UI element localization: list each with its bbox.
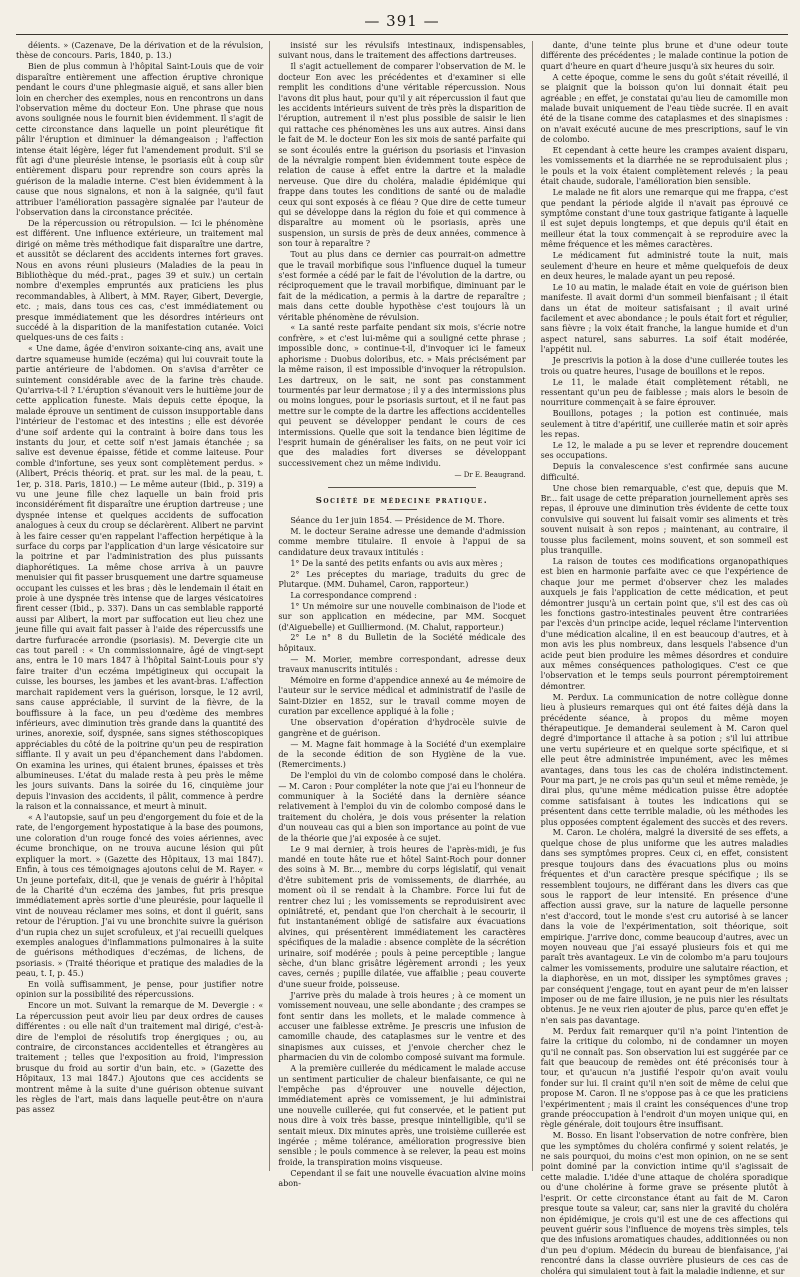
- column-right: [540, 41, 788, 1276]
- paragraph: De la répercussion ou rétropulsion. — Ici le phénomène est différent. Une influence extérieure, un traitement mal dirigé on même très méthodique fait disparaître une dartre, et aussitôt se déclarent des accidents internes fort graves. Nous en avons réuni plusieurs (Maladies de la peau in Bibliothèque du méd.-prat., pages 39 et suiv.) un certain nombre d'exemples empruntés aux praticiens les plus recommandables, à Alibert, à MM. Rayer, Gibert, Devergie, etc. ; mais, dans tous ces cas, c'est immédiatement ou presque immédiatement que les désordres intérieurs ont succédé à la disparition de la manifestation cutanée. Voici quelques-uns de ces faits :: [16, 218, 264, 343]
- paragraph: Bien de plus commun à l'hôpital Saint-Louis que de voir disparaître entièrement une affection éruptive chronique pendant le cours d'une phlegmasie aiguë, et sans aller bien loin en chercher des exemples, nous en rencontrons un dans l'observation même du docteur Eon. Une phrase que nous avons soulignée nous le fournit bien évidemment. Il s'agit de cette circonstance dans laquelle un point pleurétique fit pâlir l'éruption et diminuer la démangeaison ; l'affection intense était légère, léger fut l'amendement produit. S'il se fût agi d'une pleurésie intense, le psoriasis eût à coup sûr entièrement disparu pour reprendre son cours après la guérison de la maladie interne. C'est bien évidemment à la cause que nous signalons, et non à la saignée, qu'il faut attribuer l'amélioration passagère signalée par l'auteur de l'observation dans la circonstance précitée.: [16, 62, 264, 217]
- paragraph: Tout au plus dans ce dernier cas pourrait-on admettre que le travail morbifique sous l'influence duquel la tumeur s'est formée a cédé par le fait de l'évolution de la dartre, ou réciproquement que le travail morbifique, diminuant par le fait de la médication, a permis à la dartre de reparaître ; mais dans cette double hypothèse c'est toujours là un véritable phénomène de révulsion.: [278, 250, 526, 322]
- paragraph: Le 10 au matin, le malade était en voie de guérison bien manifeste. Il avait dormi d'un sommeil bienfaisant ; il était dans un état de moiteur satisfaisant ; il avait uriné facilement et avec abondance ; le pouls était fort et régulier, sans fièvre ; la voix était franche, la langue humide et d'un aspect naturel, sans saburres. La soif était modérée, l'appétit nul.: [540, 282, 788, 355]
- paragraph: déients. » (Cazenave, De la dérivation et de la révulsion, thèse de concours. Paris, 1840, p. 13.): [16, 41, 264, 61]
- paragraph: — M. Magne fait hommage à la Société d'un exemplaire de la seconde édition de son Hygiène de la vue. (Remerciments.): [278, 739, 526, 770]
- paragraph: M. le docteur Seraine adresse une demande d'admission comme membre titulaire. Il envoie à l'appui de sa candidature deux travaux intitulés :: [278, 526, 526, 557]
- paragraph: Une observation d'opération d'hydrocèle suivie de gangrène et de guérison.: [278, 718, 526, 738]
- paragraph: M. Bosso. En lisant l'observation de notre confrère, bien que les symptômes du choléra confirmé y soient relatés, je ne sais pourquoi, du moins c'est mon opinion, on ne se sent point dominé par la conviction intime qu'il s'agissait de cette maladie. L'idée d'une attaque de choléra sporadique ou d'une cholérine à forme grave se présente plutôt à l'esprit. Or cette circonstance étant au fait de M. Caron presque toute sa valeur, car, sans nier la gravité du choléra non épidémique, je crois qu'il est une de ces affections qui peuvent guérir sous l'influence de moyens très simples, tels que des infusions aromatiques chaudes, additionnées ou non d'un peu d'opium. Médecin du bureau de bienfaisance, j'ai rencontré dans la classe ouvrière plusieurs de ces cas de choléra qui simulaient tout à fait la maladie indienne, et sur: [540, 1131, 788, 1276]
- paragraph: Une chose bien remarquable, c'est que, depuis que M. Br... fait usage de cette préparation journellement après ses repas, il éprouve une diminution très évidente de cette toux convulsive qui souvent lui faisait vomir ses aliments et très souvent nuisait à son repos ; maintenant, au contraire, il tousse plus facilement, moins souvent, et son sommeil est plus tranquille.: [540, 483, 788, 555]
- paragraph: M. Perdux. La communication de notre collègue donne lieu à plusieurs remarques qui ont été faites déjà dans la précédente séance, à propos du même moyen thérapeutique. Je demanderai seulement à M. Caron quel degré d'importance il attache à sa potion ; s'il lui attribue une vertu supérieure et en quelque sorte spécifique, et si elle peut être administrée impunément, avec les mêmes avantages, dans tous les cas de choléra indistinctement. Pour ma part, je ne crois pas qu'un seul et même remède, je dirai plus, qu'une même médication puisse être adoptée comme satisfaisant à toutes les indications qui se présentent dans cette terrible maladie, où les méthodes les plus opposées comptent également des succès et des revers.: [540, 692, 788, 827]
- paragraph: De l'emploi du vin de colombo composé dans le choléra. — M. Caron : Pour compléter la note que j'ai eu l'honneur de communiquer à la Société dans la dernière séance relativement à l'emploi du vin de colombo composé dans le traitement du choléra, je dois vous présenter la relation d'un nouveau cas qui a bien son importance au point de vue de la théorie que j'ai exposée à ce sujet.: [278, 771, 526, 843]
- paragraph: Et cependant à cette heure les crampes avaient disparu, les vomissements et la diarrhée ne se reproduisaient plus ; le pouls et la voix étaient complètement relevés ; la peau était chaude, sudorale, l'amélioration bien sensible.: [540, 146, 788, 187]
- text-columns: [16, 41, 788, 1276]
- paragraph: M. Caron. Le choléra, malgré la diversité de ses effets, a quelque chose de plus uniforme que les autres maladies dans ses symptômes propres. Ceux ci, en effet, consistent presque toujours dans des évacuations plus ou moins fréquentes et d'un caractère presque spécifique ; ils se ressemblent toujours, ne différant dans les divers cas que sous le rapport de leur intensité. En présence d'une affection aussi grave, sur la nature de laquelle personne n'est d'accord, tout le monde s'est cru autorisé à se lancer dans la voie de l'expérimentation, soit théorique, soit empirique. J'arrive donc, comme beaucoup d'autres, avec un moyen nouveau que j'ai essayé plusieurs fois et qui me paraît très avantageux. Le vin de colombo m'a paru toujours calmer les vomissements, produire une salutaire réaction, et la diaphorèse, en un mot, dissiper les symptômes graves ; par conséquent j'engage, tout en ayant peur de m'en laisser imposer ou de me faire illusion, je ne puis nier les résultats obtenus. Je ne veux rien ajouter de plus, parce qu'en effet je n'en sais pas davantage.: [540, 828, 788, 1025]
- paragraph: Le médicament fut administré toute la nuit, mais seulement d'heure en heure et même quelquefois de deux en deux heures, le malade ayant un peu reposé.: [540, 251, 788, 281]
- paragraph: « A l'autopsie, sauf un peu d'engorgement du foie et de la rate, de l'engorgement hypostatique à la base des poumons, une coloration d'un rouge foncé des voies aériennes, avec écume bronchique, on ne trouva aucune lésion qui pût expliquer la mort. » (Gazette des Hôpitaux, 13 mai 1847). Enfin, à tous ces témoignages ajoutons celui de M. Rayer. « Un jeune portefaix, dit-il, que je venais de guérir à l'hôpital de la Charité d'un eczéma des jambes, fut pris presque immédiatement après sortie d'une pleurésie, pour laquelle il vint de nouveau réclamer mes soins, et dont il guérit, sans retour de l'éruption. J'ai vu une bronchite suivre la guérison d'un rupia chez un sujet scrofuleux, et j'ai recueilli quelques exemples analogues d'inflammations pulmonaires à la suite de guérisons méthodiques d'eczémas, de lichens, de psoriasis. » (Traité théorique et pratique des maladies de la peau, t. I, p. 45.): [16, 813, 264, 979]
- column-left: [16, 41, 270, 1171]
- section-title: Société de médecine pratique.: [315, 495, 489, 506]
- paragraph: « Une dame, âgée d'environ soixante-cinq ans, avait une dartre squameuse humide (eczéma) qui lui couvrait toute la partie antérieure de l'abdomen. On s'avisa d'arrêter ce suintement considérable avec de la farine très chaude. Qu'arriva-t-il ? L'éruption s'évanouit vers le huitième jour de cette application funeste. Mais depuis cette époque, la malade éprouve un sentiment de cuisson insupportable dans l'intérieur de l'estomac et des intestins ; elle est dévorée d'une soif ardente qui la contraint à boire dans tous les instants du jour, et cette soif n'est jamais étanchée ; sa salive est devenue épaisse, fétide et comme laiteuse. Pour comble d'infortune, ses yeux sont complètement perdus. » (Alibert, Précis théoriq. et prat. sur les mal. de la peau, t. 1er, p. 318. Paris, 1810.) — Le même auteur (Ibid., p. 319) a vu une jeune fille chez laquelle un bain froid pris inconsidérément fit disparaître une éruption dartreuse ; une dyspnée intense et quelques accidents de suffocation analogues à ceux du croup se déclarèrent. Alibert ne parvint à les faire cesser qu'en rappelant l'affection herpétique à la surface du corps par l'application d'un large vésicatoire sur la poitrine et par l'administration des plus puissants diaphorétiques. La même chose arriva à un pauvre menuisier qui fit passer brusquement une dartre squameuse occupant les cuisses et les bras ; dès le lendemain il était en proie à une dyspnée très intense que de larges vésicatoires firent cesser (Ibid., p. 337). Dans un cas semblable rapporté aussi par Alibert, la mort par suffocation eut lieu chez une jeune fille qui avait fait passer à l'aide des répercussifs une dartre furfuracée arrondie (psoriasis). M. Devergie cite un cas tout pareil : « Un commissionnaire, âgé de vingt-sept ans, entra le 10 mars 1847 à l'hôpital Saint-Louis pour s'y faire traiter d'un eczéma impétigineux qui occupait la cuisse, les bourses, les jambes et les avant-bras. L'affection marchait rapidement vers la guérison, lorsque, le 12 avril, sans cause appréciable, il survint de la fièvre, de la bouffissure à la face, un peu d'œdème des membres inférieurs, avec diminution très grande dans la quantité des urines, anorexie, soif, dyspnée, sans signes stéthoscopiques appréciables du côté de la poitrine qu'un peu de respiration sifflante. Il y avait un peu d'épanchement dans l'abdomen. On examina les urines, qui étaient brunes, épaisses et très albumineuses. L'état du malade resta à peu près le même les jours suivants. Dans la soirée du 16, cinquième jour depuis l'invasion des accidents, il pâlit, commence à perdre la raison et la connaissance, et meurt à minuit.: [16, 344, 264, 812]
- paragraph: 2° Les préceptes du mariage, traduits du grec de Plutarque. (MM. Duhamel, Caron, rapporteur.): [278, 569, 526, 589]
- session-line: Séance du 1er juin 1854. — Présidence de M. Thore.: [290, 515, 505, 525]
- paragraph: J'arrive près du malade à trois heures ; à ce moment un vomissement nouveau, une selle abondante ; des crampes se font sentir dans les mollets, et le malade commence à accuser une faiblesse extrême. Je prescris une infusion de camomille chaude, des cataplasmes sur le ventre et des sinapismes aux cuisses, et j'envoie chercher chez le pharmacien du vin de colombo composé suivant ma formule.: [278, 990, 526, 1063]
- paragraph: En voilà suffisamment, je pense, pour justifier notre opinion sur la possibilité des répercussions.: [16, 980, 264, 1000]
- paragraph: Le 9 mai dernier, à trois heures de l'après-midi, je fus mandé en toute hâte rue et hôtel Saint-Roch pour donner des soins à M. Br..., membre du corps législatif, qui venait d'être subitement pris de vomissements, de diarrhée, au moment où il se rendait à la Chambre. Force lui fut de rentrer chez lui ; les vomissements se reproduisirent avec opiniâtreté, et, pendant que l'on cherchait à le secourir, il fut instantanément obligé de satisfaire aux évacuations alvines, qui présentèrent immédiatement les caractères spécifiques de la maladie : absence complète de la sécrétion urinaire, soif modérée ; pouls à peine perceptible ; langue sèche, d'un blanc grisâtre légèrement arrondi ; les yeux caves, cernés ; pupille dilatée, vue affaiblie ; peau couverte d'une sueur froide, poisseuse.: [278, 844, 526, 989]
- paragraph: Mémoire en forme d'appendice annexé au 4e mémoire de l'auteur sur le service médical et administratif de l'asile de Saint-Dizier en 1852, sur le travail comme moyen de curation par excellence appliqué à la folie ;: [278, 676, 526, 717]
- page-header: [16, 10, 788, 35]
- paragraph: — M. Morier, membre correspondant, adresse deux travaux manuscrits intitulés :: [278, 654, 526, 675]
- title-underline: [387, 509, 417, 510]
- paragraph: Cependant il se fait une nouvelle évacuation alvine moins abon-: [278, 1168, 526, 1189]
- paragraph: Je prescrivis la potion à la dose d'une cuillerée toutes les trois ou quatre heures, l'usage de bouillons et le repos.: [540, 356, 788, 376]
- paragraph: M. Perdux fait remarquer qu'il n'a point l'intention de faire la critique du colombo, ni de condamner un moyen qu'il ne connaît pas. Son observation lui est suggérée par ce fait que beaucoup de remèdes ont été préconisés tour à tour, et qu'aucun n'a justifié l'espoir qu'on avait voulu fonder sur lui. Il craint qu'il n'en soit de même de celui que propose M. Caron. Il ne s'oppose pas à ce que les praticiens l'expérimentent ; mais il craint les conséquences d'une trop grande préoccupation à l'endroit d'un moyen unique qui, en règle générale, doit toujours être insuffisant.: [540, 1026, 788, 1130]
- paragraph: A la première cuillerée du médicament le malade accuse un sentiment particulier de chaleur bienfaisante, ce qui ne l'empêche pas d'éprouver une nouvelle déjection, immédiatement après ce vomissement, je lui administrai une nouvelle cuillerée, qui fut conservée, et le patient put nous dire à voix très basse, presque inintelligible, qu'il se sentait mieux. Dix minutes après, une troisième cuillerée est ingérée ; même tolérance, amélioration progressive bien sensible ; le pouls commence à se relever, la peau est moins froide, la transpiration moins visqueuse.: [278, 1064, 526, 1167]
- paragraph: Encore un mot. Suivant la remarque de M. Devergie : « La répercussion peut avoir lieu par deux ordres de causes différentes : ou elle naît d'un traitement mal dirigé, c'est-à-dire de l'emploi de résolutifs trop énergiques ; ou, au contraire, de circonstances accidentelles et étrangères au traitement ; telles que l'exposition au froid, l'impression brusque du froid au sortir d'un bain, etc. » (Gazette des Hôpitaux, 13 mai 1847.) Ajoutons que ces accidents se montrent même à la suite d'une guérison obtenue suivant les règles de l'art, mais dans laquelle peut-être on n'aura pas assez: [16, 1001, 264, 1115]
- paragraph: insisté sur les révulsifs intestinaux, indispensables, suivant nous, dans le traitement des affections dartreuses.: [278, 41, 526, 61]
- paragraph: 1° Un mémoire sur une nouvelle combinaison de l'iode et sur son application en médecine, par MM. Socquet (d'Aiguebelle) et Guilliermond. (M. Chalut, rapporteur.): [278, 601, 526, 632]
- paragraph: 2° Le n° 8 du Bulletin de la Société médicale des hôpitaux.: [278, 633, 526, 653]
- paragraph: dante, d'une teinte plus brune et d'une odeur toute différente des précédentes ; le malade continue la potion de quart d'heure en quart d'heure jusqu'à six heures du soir.: [540, 41, 788, 71]
- section-divider: [328, 487, 476, 488]
- column-middle: [278, 41, 532, 1189]
- paragraph: Bouillons, potages ; la potion est continuée, mais seulement à titre d'apéritif, une cuillerée matin et soir après les repas.: [540, 409, 788, 440]
- paragraph: La correspondance comprend :: [290, 590, 417, 600]
- paragraph: « La santé reste parfaite pendant six mois, s'écrie notre confrère, » et c'est lui-même qui a souligné cette phrase ; impossible donc, » continue-t-il, d'invoquer ici le fameux aphorisme : Duobus doloribus, etc. » Mais précisément par la même raison, il est impossible d'invoquer la rétropulsion. Les dartreux, on le sait, ne sont pas constamment tourmentés par leur dermatose ; il y a des intermissions plus ou moins longues, pour le psoriasis surtout, et il ne faut pas mettre sur le compte de la dartre les affections accidentelles qui peuvent se développer pendant le cours de ces intermissions. Quelle que soit la tendance bien légitime de l'esprit humain de généraliser les faits, on ne peut voir ici que des maladies fort diverses se développant successivement chez un même individu.: [278, 323, 526, 468]
- author-signature: — Dr E. Beaugrand.: [454, 471, 526, 480]
- paragraph: Le malade ne fit alors une remarque qui me frappa, c'est que pendant la période algide il n'avait pas éprouvé ce symptôme constant d'une toux gastrique fatigante à laquelle il est sujet depuis longtemps, et que depuis qu'il était en meilleur état la toux commençait à se reproduire avec la même fréquence et les mêmes caractères.: [540, 188, 788, 250]
- paragraph: Il s'agit actuellement de comparer l'observation de M. le docteur Eon avec les précédentes et d'examiner si elle remplit les conditions d'une véritable répercussion. Nous l'avons dit plus haut, pour qu'il y ait répercussion il faut que les accidents intérieurs suivent de très près la disparition de l'éruption, autrement il n'est plus possible de saisir le lien qui rattache ces phénomènes les uns aux autres. Ainsi dans le fait de M. le docteur Eon les six mois de santé parfaite qui se sont écoulés entre la guérison du psoriasis et l'invasion de la névralgie rompent bien évidemment toute espèce de relation de cause à effet entre la dartre et la maladie nerveuse. Que dire du choléra, maladie épidémique qui frappe dans toutes les conditions de santé ou de maladie ceux qui sont exposés à ce fléau ? Que dire de cette tumeur qui se développe dans la région du foie et qui commence à disparaître au moment où le psoriasis, après une suspension, un sursis de près de deux années, commence à son tour à reparaître ?: [278, 62, 526, 249]
- paragraph: Le 11, le malade était complètement rétabli, ne ressentant qu'un peu de faiblesse ; mais alors le besoin de nourriture commençait à se faire éprouver.: [540, 377, 788, 408]
- paragraph: Depuis la convalescence s'est confirmée sans aucune difficulté.: [540, 462, 788, 482]
- paragraph: 1° De la santé des petits enfants ou avis aux mères ;: [290, 558, 503, 568]
- page-number: — 391 —: [364, 12, 440, 30]
- paragraph: La raison de toutes ces modifications organopathiques est bien en harmonie parfaite avec ce que l'expérience de chaque jour me permet d'observer chez les malades auxquels je fais l'application de cette médication, et peut démontrer jusqu'à un certain point que, s'il est des cas où les fonctions gastro-intestinales peuvent être contrariées par l'excès d'un principe acide, lequel réclame l'intervention d'une médication alcaline, il en est beaucoup d'autres, et à mon avis les plus nombreux, dans lesquels l'absence d'un acide peut bien produire les mêmes désordres et conduire aux mêmes conséquences pathologiques. C'est ce que l'observation et le temps seuls pourront péremptoirement démontrer.: [540, 556, 788, 691]
- paragraph: Le 12, le malade a pu se lever et reprendre doucement ses occupations.: [540, 440, 788, 461]
- paragraph: A cette époque, comme le sens du goût s'était réveillé, il se plaignit que la boisson qu'on lui donnait était peu agréable ; en effet, je constatai qu'au lieu de camomille mon malade buvait uniquement de l'eau tiède sucrée. Il en avait été de la tisane comme des cataplasmes et des sinapismes : on n'avait exécuté aucune de mes prescriptions, sauf le vin de colombo.: [540, 72, 788, 145]
